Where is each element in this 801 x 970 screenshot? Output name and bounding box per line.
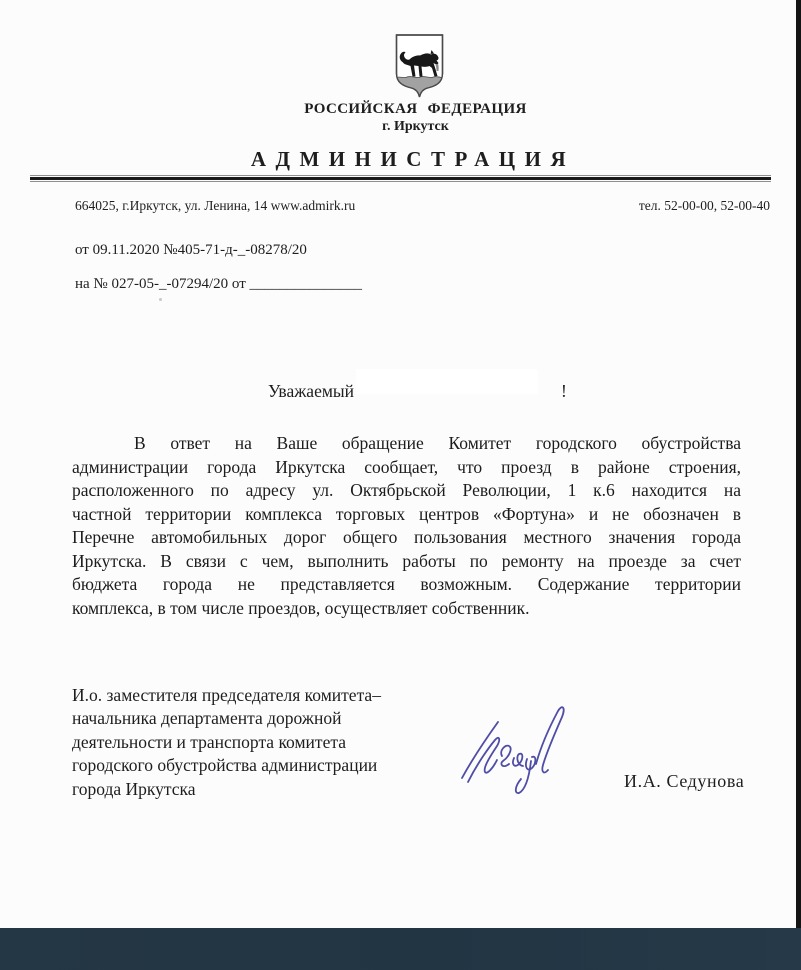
irkutsk-coat-of-arms-icon <box>393 32 446 100</box>
incoming-reference: на № 027-05-_-07294/20 от _______________ <box>75 276 363 292</box>
body-line: В ответ на Ваше обращение Комитет городского обустройства <box>134 433 741 453</box>
position-line: городского обустройства администрации <box>72 755 378 776</box>
scan-edge-line <box>796 0 801 928</box>
signer-position <box>72 684 502 801</box>
contact-row <box>75 198 770 214</box>
body-line: частной территории комплекса торговых центров «Фортуна» и не обозначен в <box>72 503 741 524</box>
handwritten-signature <box>458 698 582 802</box>
salutation-line <box>72 381 741 405</box>
position-line: начальника департамента дорожной <box>72 708 342 729</box>
scan-footer-band <box>0 928 801 970</box>
position-line: города Иркутска <box>72 778 196 799</box>
body-line: Перечне автомобильных дорог общего пользования местного значения города <box>72 527 741 547</box>
body-line: Иркутска. В связи с чем, выполнить работы по ремонту на проезде за счет <box>72 550 741 571</box>
country-title: РОССИЙСКАЯ ФЕДЕРАЦИЯ <box>304 101 527 117</box>
city-title: г. Иркутск <box>382 119 449 134</box>
scan-artifact-dot <box>159 298 162 301</box>
body-line: расположенного по адресу ул. Октябрьской Революции, 1 к.6 находится на <box>72 480 741 500</box>
signer-name: И.А. Седунова <box>624 771 745 791</box>
organization-title: АДМИНИСТРАЦИЯ <box>250 147 576 171</box>
header-divider <box>30 175 771 182</box>
body-line: администрации города Иркутска сообщает, что проезд в районе строения, <box>72 456 741 477</box>
postal-address: 664025, г.Иркутск, ул. Ленина, 14 www.admirk.ru <box>75 198 356 213</box>
salutation-punctuation: ! <box>561 381 567 401</box>
phone-numbers: тел. 52-00-00, 52-00-40 <box>638 198 770 213</box>
position-line: И.о. заместителя председателя комитета– <box>72 685 381 705</box>
position-line: деятельности и транспорта комитета <box>72 731 346 752</box>
body-line: комплекса, в том числе проездов, осуществляет собственник. <box>72 597 530 618</box>
outgoing-reference: от 09.11.2020 №405-71-д-_-08278/20 <box>75 242 307 258</box>
body-line: бюджета города не представляется возможным. Содержание территории <box>72 574 741 594</box>
letter-body <box>72 432 741 620</box>
salutation-greeting: Уважаемый <box>268 381 355 401</box>
